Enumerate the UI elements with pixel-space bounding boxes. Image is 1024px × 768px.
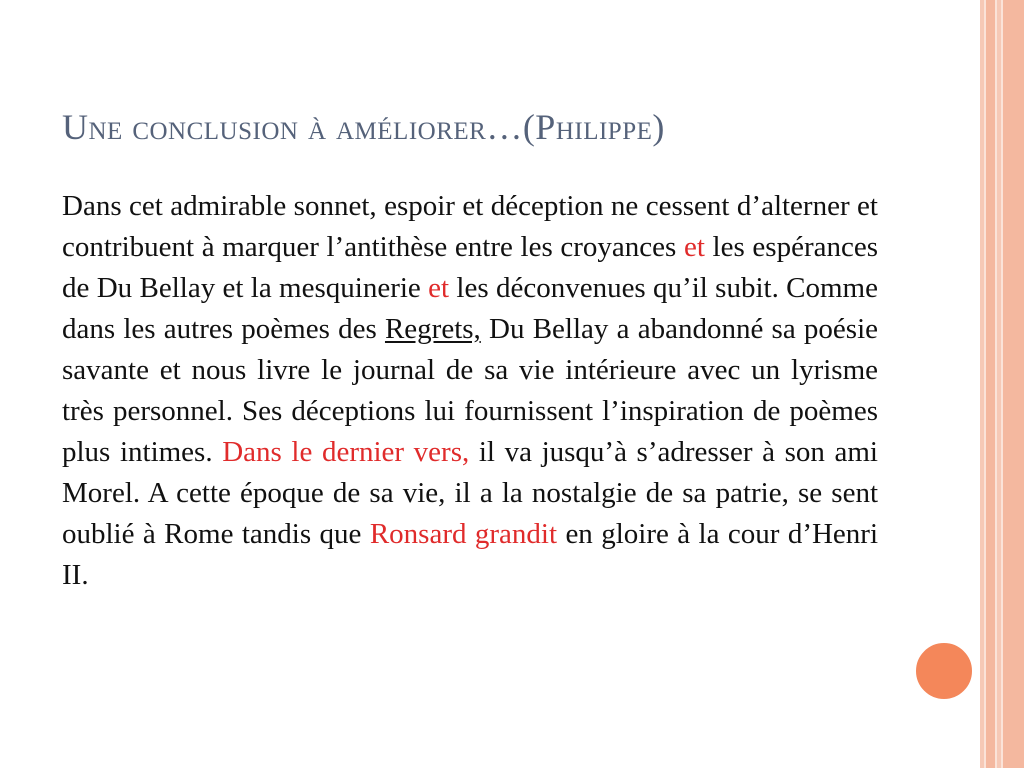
highlighted-phrase: Dans le dernier vers,: [222, 436, 470, 468]
decor-stripe: [1003, 0, 1024, 768]
highlighted-phrase: Ronsard grandit: [369, 518, 558, 550]
slide-title: Une conclusion à améliorer…(Philippe): [62, 107, 665, 147]
body-text-segment: Du Bellay a abandonné sa poésie savante et nous livre le journal de sa vie intérieure avec un lyrisme très personnel. Ses déceptions lui fournissent l’inspiration de poèmes plus intimes.: [62, 313, 879, 468]
decor-stripe: [980, 0, 984, 768]
highlighted-word: et: [683, 231, 705, 263]
decor-stripe: [986, 0, 995, 768]
slide-body-text: [62, 186, 878, 596]
body-text-segment: Dans cet admirable sonnet, espoir et déception ne cessent d’alterner et contribuent à marquer l’antithèse entre les croyances: [62, 190, 878, 263]
accent-circle: [913, 640, 975, 702]
body-text-segment: les déconvenues qu’il subit. Comme dans les autres poèmes des: [62, 272, 878, 345]
body-text-segment: en gloire à la cour d’Henri II.: [62, 518, 878, 591]
highlighted-word: et: [428, 272, 450, 304]
underlined-title: Regrets,: [384, 313, 481, 345]
body-text-segment: les espérances de Du Bellay et la mesquinerie: [62, 231, 878, 304]
body-text-segment: il va jusqu’à s’adresser à son ami Morel. A cette époque de sa vie, il a la nostalgie de sa patrie, se sent oublié à Rome tandis que: [62, 436, 878, 550]
decor-stripe: [997, 0, 1001, 768]
